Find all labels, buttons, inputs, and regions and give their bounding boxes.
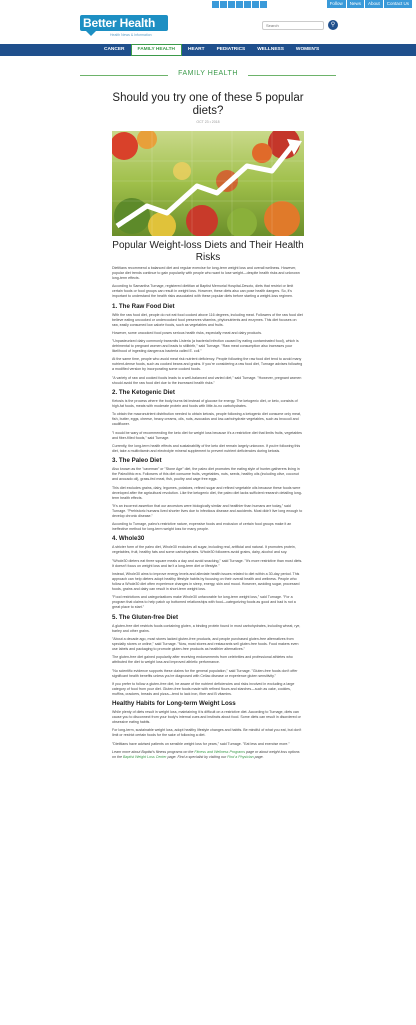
section-heading: 3. The Paleo Diet — [112, 457, 162, 465]
facebook-icon[interactable] — [212, 1, 219, 8]
footer-link[interactable]: Baptist Weight Loss Center — [123, 755, 167, 760]
footer-text: page or about weight loss options on the — [112, 750, 300, 760]
nav-items — [98, 44, 325, 56]
divider — [248, 75, 336, 76]
logo-text: Better Health — [83, 16, 156, 30]
footer-text: Learn more about Baptist's fitness programs on the — [112, 750, 195, 755]
article-date: OCT 23 • 2018 — [196, 120, 220, 124]
article-title: Should you try one of these 5 popular diets? — [112, 92, 304, 117]
section-label: FAMILY HEALTH — [178, 70, 238, 77]
paragraph: "Unpasteurized dairy commonly transmits Listeria (a bacterial infection caused by eating contaminated food), which is detrimental to pregnant women and leads to stillbirth," said Turnage. "Raw meat consumption also increases your likelihood of ingesting dangerous bacteria called E. coli." — [112, 339, 299, 354]
paragraph: A gluten-free diet restricts foods containing gluten, a binding protein found in most carbohydrates, including wheat, rye, barley and other grains. — [112, 623, 301, 633]
section-heading: 2. The Ketogenic Diet — [112, 389, 175, 397]
section-heading: 1. The Raw Food Diet — [112, 302, 175, 310]
top-link[interactable]: News — [346, 0, 364, 8]
paragraph: "I would be wary of recommending the keto diet for weight loss because it's a restrictive diet that limits fruits, vegetables and fiber-filled foods," said Turnage. — [112, 430, 302, 440]
search-input[interactable] — [262, 21, 324, 30]
paragraph: If you prefer to follow a gluten-free diet, be aware of the nutrient deficiencies and risks involved in excluding a large category of food from your diet. Gluten-free foods made with refined flours and starches—such as cake, cookies, muffins, crackers, breads and pizza—tend to lack iron, fiber and B vitamins. — [112, 681, 295, 696]
paragraph: Instead, Whole30 aims to improve energy levels and alleviate health issues related to diet within a 30-day period. This approach can help dieters adopt healthy lifestyle habits by focusing on their overall health and wellness. People who follow a Whole30 diet often experience changes in sleep, energy, skin and mood. However, avoiding sugar, processed foods, grains and dairy can result in short-term weight loss. — [112, 572, 300, 592]
footer-note — [112, 750, 304, 760]
paragraph: "A variety of raw and cooked foods leads to a well-balanced and varied diet," said Turnage. "However, pregnant women should avoid the raw food diet due to the increased health risks." — [112, 375, 302, 385]
logo-tagline: Health News & Information — [110, 33, 152, 37]
paragraph: While plenty of diets result in weight loss, maintaining it is difficult on a restrictive diet. According to Turnage, diets can cause you to disconnect from your body's internal cues and instincts about food. Some diets can result in disordered or obsessive eating habits. — [112, 710, 301, 725]
search-button[interactable] — [328, 20, 338, 30]
paragraph: The gluten-free diet gained popularity after receiving endorsements from celebrities and professional athletes who attributed the diet to weight loss and improved athletic performance. — [112, 655, 293, 665]
paragraph: "Whole30 dieters eat three square meals a day and avoid snacking," said Turnage. "It's more restrictive than most diets. It doesn't focus on weight loss and isn't a long-term diet or lifestyle." — [112, 558, 303, 568]
section-heading — [80, 70, 336, 80]
instagram-icon[interactable] — [236, 1, 243, 8]
paragraph: Dietitians recommend a balanced diet and regular exercise for long-term weight loss and overall wellness. However, popular diet trends continue to gain popularity with people who want to lose weight—despite health risks and unknown long-term effects. — [112, 266, 300, 280]
rss-icon[interactable] — [260, 1, 267, 8]
article-subtitle: Popular Weight-loss Diets and Their Health Risks — [112, 240, 304, 263]
top-links — [326, 0, 412, 8]
top-bar — [0, 0, 416, 9]
nav-item-women-s[interactable]: WOMEN'S — [295, 47, 320, 52]
section-heading: 4. Whole30 — [112, 535, 145, 543]
pinterest-icon[interactable] — [228, 1, 235, 8]
paragraph: With the raw food diet, people do not eat food cooked above 116 degrees, including meat. Followers of the raw food diet believe eating uncooked or undercooked food preserves vitamins, phytonutrients and enzymes. This diet focuses on raw, easily consumed low calorie foods, such as vegetables and fruits. — [112, 312, 303, 327]
hero-image — [112, 131, 304, 236]
youtube-icon[interactable] — [244, 1, 251, 8]
footer-text: page. Find a specialist by visiting our — [166, 755, 228, 760]
paragraph: "Food restrictions and categorizations make Whole30 unfavorable for long-term weight loss," said Turnage. "For a program that claims to help patch up bottomed relationships with food—categorizing foods as good and bad is not a great place to start." — [112, 595, 296, 610]
section-heading: 5. The Gluten-free Diet — [112, 613, 179, 621]
article-body — [112, 266, 304, 763]
footer-text: page. — [253, 755, 264, 760]
paragraph: To obtain the macronutrient distribution needed to obtain ketosis, people following a ketogenic diet consume only meat, fish, butter, eggs, cheese, heavy creams, oils, nuts, avocados and low-carbohydrate vegetables, such as broccoli and cauliflower. — [112, 412, 301, 427]
paragraph: However, some uncooked food poses serious health risks, especially meat and dairy products. — [112, 330, 263, 335]
paragraph: Ketosis is the process where the body burns fat instead of glucose for energy. The ketogenic diet, or keto, consists of high-fat foods, meats with moderate protein and foods with little-to-no carbohydrates. — [112, 399, 298, 409]
paragraph: This diet excludes grains, dairy, legumes, potatoes, refined sugar and refined vegetable oils because these foods were developed after the agricultural revolution. Like the ketogenic diet, the paleo diet lacks sufficient research detailing long-term health effects. — [112, 485, 302, 500]
twitter-icon[interactable] — [220, 1, 227, 8]
paragraph: Currently, the long-term health effects and sustainability of the keto diet remain largely unknown. If you're following this diet, take a multivitamin and electrolyte mineral supplement to prevent nutrient deficiencies during ketosis. — [112, 443, 301, 453]
paragraph: "Dietitians have advised patients on sensible weight loss for years," said Turnage. "Eat less and exercise more." — [112, 741, 290, 746]
footer-link[interactable]: Fitness and Wellness Programs — [194, 750, 246, 755]
social-icons — [212, 1, 267, 8]
paragraph: At the same time, people who avoid meat risk nutrient deficiency. People following the raw food diet tend to avoid many nutrient-dense foods, such as cooked beans and grains. If you're considering a raw food diet, Turnage advises following a modified version by incorporating some cooked foods. — [112, 357, 303, 372]
paragraph: "No scientific evidence supports these claims for the general population," said Turnage. "Gluten-free foods don't offer significant health benefits unless you're diagnosed with Celiac disease or experience gluten sensitivity." — [112, 668, 298, 678]
main-nav — [0, 44, 416, 56]
paragraph: According to Turnage, paleo's restrictive nature, expensive foods and exclusion of certain food groups make it an ineffective method for long-term weight loss for many people. — [112, 522, 292, 532]
paragraph: A stricter form of the paleo diet, Whole30 excludes all sugar, including real, artificial and natural. It promotes protein, vegetables, fruit, healthy fats and some carbohydrates. Whole30 followers avoid grains, dairy, alcohol and soy. — [112, 545, 296, 555]
nav-item-family-health[interactable]: FAMILY HEALTH — [131, 44, 183, 56]
paragraph: "It's an incorrect assertion that our ancestors were biologically similar and healthier than humans are today," said Turnage. "Prehistoric humans lived shorter lives due to infectious disease and accidents. Most didn't live long enough to develop chronic disease." — [112, 503, 303, 518]
site-logo[interactable] — [80, 15, 168, 37]
paragraph: According to Samantha Turnage, registered dietitian at Baptist Memorial Hospital-Desoto, diets that restrict or limit certain foods or food groups can result in weight loss. However, these diets also can pose health dangers. So, it's important to understand the health risks associated with these popular diets before starting a weight-loss regimen. — [112, 284, 294, 299]
nav-item-heart[interactable]: HEART — [188, 47, 205, 52]
nav-item-pediatrics[interactable]: PEDIATRICS — [216, 47, 246, 52]
linkedin-icon[interactable] — [252, 1, 259, 8]
top-link[interactable]: Contact Us — [383, 0, 412, 8]
search-icon: ⚲ — [330, 22, 336, 28]
section-heading: Healthy Habits for Long-term Weight Loss — [112, 700, 236, 708]
nav-item-cancer[interactable]: CANCER — [104, 47, 125, 52]
top-link[interactable]: Follow — [326, 0, 346, 8]
top-link[interactable]: About — [364, 0, 383, 8]
paragraph: For long-term, sustainable weight loss, adopt healthy lifestyle changes and habits. Be mindful of what you eat, but don't limit or restrict certain foods for the sake of following a diet. — [112, 728, 302, 738]
paragraph: "About a decade ago, most stores lacked gluten-free products, and people purchased gluten-free alternatives from specialty stores or online," said Turnage. "Now, most stores and restaurants sell gluten-free foods. Food makers even use labels and packaging to promote gluten-free products as healthier alternatives." — [112, 636, 299, 651]
paragraph: Also known as the "caveman" or "Stone Age" diet, the paleo diet promotes the eating style of hunter-gatherers living in the Paleolithic era. Followers of this diet consume fruits, vegetables, nuts, seeds, healthy oils (including olive, coconut and avocado oil), grass-fed meat, fish, poultry and cage free eggs. — [112, 467, 300, 482]
nav-item-wellness[interactable]: WELLNESS — [257, 47, 284, 52]
footer-link[interactable]: Find a Physician — [227, 755, 254, 760]
